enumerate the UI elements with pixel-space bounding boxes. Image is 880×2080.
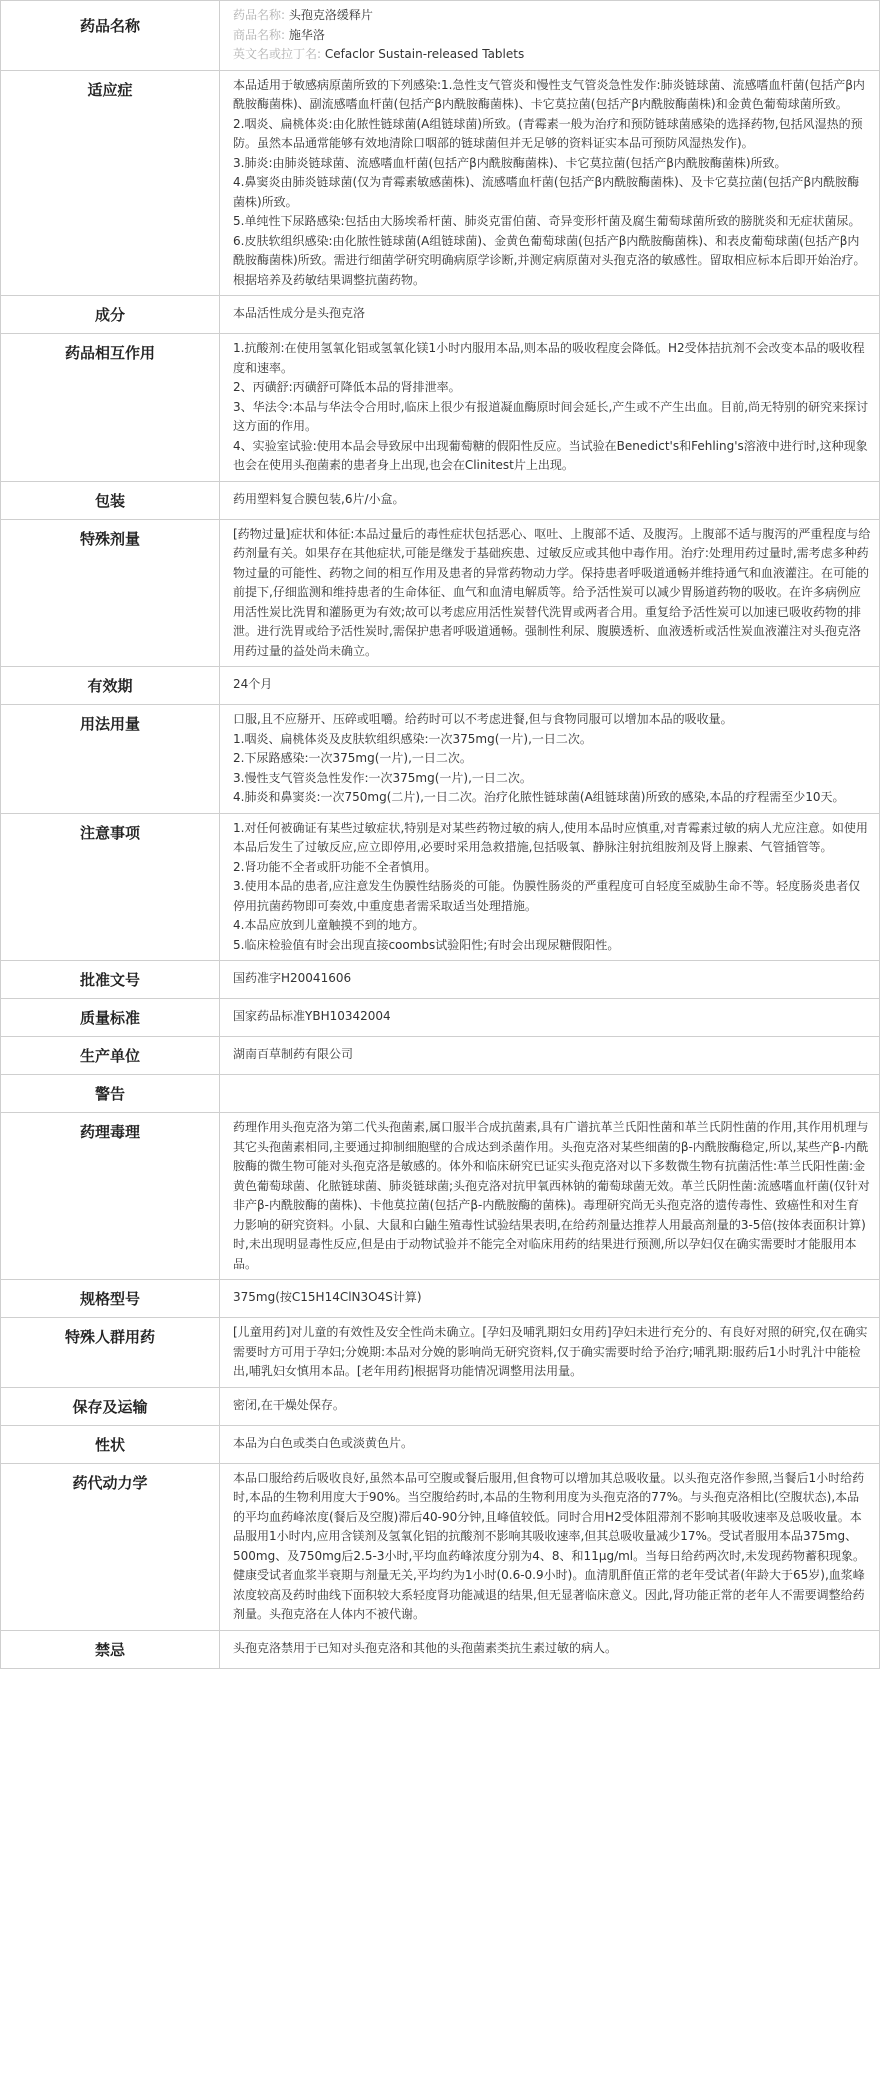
indications-paragraph: 2.咽炎、扁桃体炎:由化脓性链球菌(A组链球菌)所致。(青霉素一般为治疗和预防链球菌感染的选择药物,包括风湿热的预防。虽然本品通常能够有效地清除口咽部的链球菌但并无足够的资料证实本品可预防风湿热发作)。 (233, 116, 863, 150)
row-appearance (1, 1425, 880, 1463)
package-text: 药用塑料复合膜包装,6片/小盒。 (220, 481, 880, 519)
indications-paragraph: 3.肺炎:由肺炎链球菌、流感嗜血杆菌(包括产β内酰胺酶菌株)、卡它莫拉菌(包括产β内酰胺酶菌株)所致。 (233, 155, 787, 170)
label-composition: 成分 (1, 296, 220, 334)
row-standard (1, 999, 880, 1037)
warning-text (220, 1075, 880, 1113)
standard-text: 国家药品标准YBH10342004 (220, 999, 880, 1037)
label-package: 包装 (1, 481, 220, 519)
appearance-text: 本品为白色或类白色或淡黄色片。 (220, 1425, 880, 1463)
label-usage: 用法用量 (1, 705, 220, 814)
label-validity: 有效期 (1, 667, 220, 705)
usage-paragraph: 4.肺炎和鼻窦炎:一次750mg(二片),一日二次。治疗化脓性链球菌(A组链球菌)所致的感染,本品的疗程需至少10天。 (233, 790, 845, 804)
interactions-paragraph: 4、实验室试验:使用本品会导致尿中出现葡萄糖的假阳性反应。当试验在Benedict's和Fehling's溶液中进行时,这种现象也会在使用头孢菌素的患者身上出现,也会在Clinitest片上出现。 (233, 438, 868, 472)
row-overdose (1, 519, 880, 667)
label-manufacturer: 生产单位 (1, 1037, 220, 1075)
english-name-value: Cefaclor Sustain-released Tablets (324, 47, 525, 61)
row-warning (1, 1075, 880, 1113)
row-validity (1, 667, 880, 705)
usage-paragraph: 2.下尿路感染:一次375mg(一片),一日二次。 (233, 751, 472, 765)
row-pharmacology (1, 1113, 880, 1280)
label-overdose: 特殊剂量 (1, 519, 220, 667)
precautions-paragraph: 1.对任何被确证有某些过敏症状,特别是对某些药物过敏的病人,使用本品时应慎重,对青霉素过敏的病人尤应注意。如使用本品后发生了过敏反应,应立即停用,必要时采用急救措施,包括吸氧、静脉注射抗组胺剂及肾上腺素、气管插管等。 (233, 820, 868, 854)
precautions-paragraph: 5.临床检验值有时会出现直接coombs试验阳性;有时会出现尿糖假阳性。 (233, 937, 620, 952)
english-name-key: 英文名或拉丁名: (233, 47, 322, 61)
row-usage (1, 705, 880, 814)
label-pharmacology: 药理毒理 (1, 1113, 220, 1280)
label-appearance: 性状 (1, 1425, 220, 1463)
indications-paragraph: 5.单纯性下尿路感染:包括由大肠埃希杆菌、肺炎克雷伯菌、奇异变形杆菌及腐生葡萄球菌所致的膀胱炎和无症状菌尿。 (233, 214, 861, 228)
row-manufacturer (1, 1037, 880, 1075)
overdose-text: [药物过量]症状和体征:本品过量后的毒性症状包括恶心、呕吐、上腹部不适、及腹泻。上腹部不适与腹泻的严重程度与给药剂量有关。如果存在其他症状,可能是继发于基础疾患、过敏反应或其他中毒作用。治疗:处理用药过量时,需考虑多种药物过量的可能性、药物之间的相互作用及患者的异常药物动力学。保持患者呼吸道通畅并维持通气和血液灌注。在可能的前提下,仔细监测和维持患者的生命体征、血气和血清电解质等。给予活性炭可以减少胃肠道药物的吸收。在许多病例应用活性炭比洗胃和灌肠更为有效;故可以考虑应用活性炭替代洗胃或两者合用。重复给予活性炭可以加速已吸收药物的排泄。进行洗胃或给予活性炭时,需保护患者呼吸道通畅。强制性利尿、腹膜透析、血液透析或活性炭血液灌注对头孢克洛用药过量的益处尚未确立。 (220, 519, 880, 667)
row-special-groups (1, 1318, 880, 1388)
usage-paragraph: 3.慢性支气管炎急性发作:一次375mg(一片),一日二次。 (233, 770, 532, 785)
row-pharmacokinetics (1, 1463, 880, 1630)
usage-cell (220, 705, 880, 814)
generic-name-key: 药品名称: (233, 8, 286, 22)
label-pharmacokinetics: 药代动力学 (1, 1463, 220, 1630)
label-spec: 规格型号 (1, 1280, 220, 1318)
precautions-paragraph: 3.使用本品的患者,应注意发生伪膜性结肠炎的可能。伪膜性肠炎的严重程度可自轻度至威胁生命不等。轻度肠炎患者仅停用抗菌药物即可奏效,中重度患者需采取适当处理措施。 (233, 879, 861, 913)
interactions-paragraph: 1.抗酸剂:在使用氢氧化铝或氢氧化镁1小时内服用本品,则本品的吸收程度会降低。H2受体拮抗剂不会改变本品的吸收程度和速率。 (233, 341, 865, 375)
indications-paragraph: 6.皮肤软组织感染:由化脓性链球菌(A组链球菌)、金黄色葡萄球菌(包括产β内酰胺酶菌株)、和表皮葡萄球菌(包括产β内酰胺酶菌株)所致。需进行细菌学研究明确病原学诊断,并测定病原菌对头孢克洛的敏感性。留取相应标本后即开始治疗。根据培养及药敏结果调整抗菌药物。 (233, 233, 866, 287)
label-special-groups: 特殊人群用药 (1, 1318, 220, 1388)
trade-name-value: 施华洛 (288, 27, 325, 42)
approval-text: 国药准字H20041606 (220, 961, 880, 999)
label-names: 药品名称 (1, 1, 220, 71)
label-standard: 质量标准 (1, 999, 220, 1037)
interactions-paragraph: 3、华法令:本品与华法令合用时,临床上很少有报道凝血酶原时间会延长,产生或不产生出血。目前,尚无特别的研究来探讨这方面的作用。 (233, 399, 869, 433)
generic-name-value: 头孢克洛缓释片 (288, 8, 373, 22)
row-spec (1, 1280, 880, 1318)
spec-text: 375mg(按C15H14ClN3O4S计算) (220, 1280, 880, 1318)
row-indications (1, 70, 880, 296)
row-package (1, 481, 880, 519)
special-groups-text: [儿童用药]对儿童的有效性及安全性尚未确立。[孕妇及哺乳期妇女用药]孕妇未进行充分的、有良好对照的研究,仅在确实需要时方可用于孕妇;分娩期:本品对分娩的影响尚无研究资料,仅于确实需要时给予治疗;哺乳期:服药后1小时乳汁中能检出,哺乳妇女慎用本品。[老年用药]根据肾功能情况调整用法用量。 (220, 1318, 880, 1388)
usage-paragraph: 口服,且不应掰开、压碎或咀嚼。给药时可以不考虑进餐,但与食物同服可以增加本品的吸收量。 (233, 712, 733, 726)
manufacturer-text: 湖南百草制药有限公司 (220, 1037, 880, 1075)
precautions-paragraph: 4.本品应放到儿童触摸不到的地方。 (233, 918, 425, 932)
indications-cell (220, 70, 880, 296)
composition-text: 本品活性成分是头孢克洛 (220, 296, 880, 334)
label-contraindications: 禁忌 (1, 1630, 220, 1668)
label-precautions: 注意事项 (1, 813, 220, 961)
usage-paragraph: 1.咽炎、扁桃体炎及皮肤软组织感染:一次375mg(一片),一日二次。 (233, 731, 592, 746)
validity-text: 24个月 (220, 667, 880, 705)
interactions-paragraph: 2、丙磺舒:丙磺舒可降低本品的肾排泄率。 (233, 380, 461, 394)
label-indications: 适应症 (1, 70, 220, 296)
precautions-paragraph: 2.肾功能不全者或肝功能不全者慎用。 (233, 859, 437, 874)
row-interactions (1, 334, 880, 482)
indications-paragraph: 本品适用于敏感病原菌所致的下列感染:1.急性支气管炎和慢性支气管炎急性发作:肺炎链球菌、流感嗜血杆菌(包括产β内酰胺酶菌株)、副流感嗜血杆菌(包括产β内酰胺酶菌株)、卡它莫拉菌(包括产β内酰胺酶菌株)和金黄色葡萄球菌所致。 (233, 77, 865, 111)
contraindications-text: 头孢克洛禁用于已知对头孢克洛和其他的头孢菌素类抗生素过敏的病人。 (220, 1630, 880, 1668)
row-names (1, 1, 880, 71)
row-precautions (1, 813, 880, 961)
storage-text: 密闭,在干燥处保存。 (220, 1387, 880, 1425)
label-interactions: 药品相互作用 (1, 334, 220, 482)
precautions-cell (220, 813, 880, 961)
trade-name-key: 商品名称: (233, 27, 286, 42)
indications-paragraph: 4.鼻窦炎由肺炎链球菌(仅为青霉素敏感菌株)、流感嗜血杆菌(包括产β内酰胺酶菌株)、及卡它莫拉菌(包括产β内酰胺酶菌株)所致。 (233, 175, 860, 209)
names-cell (220, 1, 880, 71)
label-storage: 保存及运输 (1, 1387, 220, 1425)
label-warning: 警告 (1, 1075, 220, 1113)
row-approval (1, 961, 880, 999)
row-contraindications (1, 1630, 880, 1668)
pharmacokinetics-text: 本品口服给药后吸收良好,虽然本品可空腹或餐后服用,但食物可以增加其总吸收量。以头孢克洛作参照,当餐后1小时给药时,本品的生物利用度大于90%。当空腹给药时,本品的生物利用度为头孢克洛的77%。与头孢克洛相比(空腹状态),本品的平均血药峰浓度(餐后及空腹)滞后40-90分钟,且峰值较低。同时合用H2受体阻滞剂不影响其吸收速率及总吸收量。本品服用1小时内,应用含镁剂及氢氧化铝的抗酸剂不影响其吸收速率,但其总吸收量减少17%。受试者服用本品375mg、500mg、及750mg后2.5-3小时,平均血药峰浓度分别为4、8、和11μg/ml。当每日给药两次时,未发现药物蓄积现象。健康受试者血浆半衰期与剂量无关,平均约为1小时(0.6-0.9小时)。血清肌酐值正常的老年受试者(年龄大于65岁),血浆峰浓度较高及药时曲线下面积较大系轻度肾功能减退的结果,但无显著临床意义。因此,肾功能正常的老年人不需要调整给药剂量。头孢克洛在人体内不被代谢。 (220, 1463, 880, 1630)
interactions-cell (220, 334, 880, 482)
row-storage (1, 1387, 880, 1425)
label-approval: 批准文号 (1, 961, 220, 999)
row-composition (1, 296, 880, 334)
pharmacology-text: 药理作用头孢克洛为第二代头孢菌素,属口服半合成抗菌素,具有广谱抗革兰氏阳性菌和革兰氏阴性菌的作用,其作用机理与其它头孢菌素相同,主要通过抑制细胞壁的合成达到杀菌作用。头孢克洛对某些细菌的β-内酰胺酶稳定,所以,某些产β-内酰胺酶的微生物可能对头孢克洛是敏感的。体外和临床研究已证实头孢克洛对以下多数微生物有抗菌活性:革兰氏阳性菌:金黄色葡萄球菌、化脓链球菌、肺炎链球菌;头孢克洛对抗甲氧西林钠的葡萄球菌无效。革兰氏阴性菌:流感嗜血杆菌(仅针对非产β-内酰胺酶的菌株)、卡他莫拉菌(包括产β-内酰胺酶的菌株)。毒理研究尚无头孢克洛的遗传毒性、致癌性和对生育力影响的研究资料。小鼠、大鼠和白鼬生殖毒性试验结果表明,在给药剂量达推荐人用最高剂量的3-5倍(按体表面积计算)时,未出现明显毒性反应,但是由于动物试验并不能完全对临床用药的结果进行预测,所以孕妇仅在确实需要时才能服用本品。 (220, 1113, 880, 1280)
